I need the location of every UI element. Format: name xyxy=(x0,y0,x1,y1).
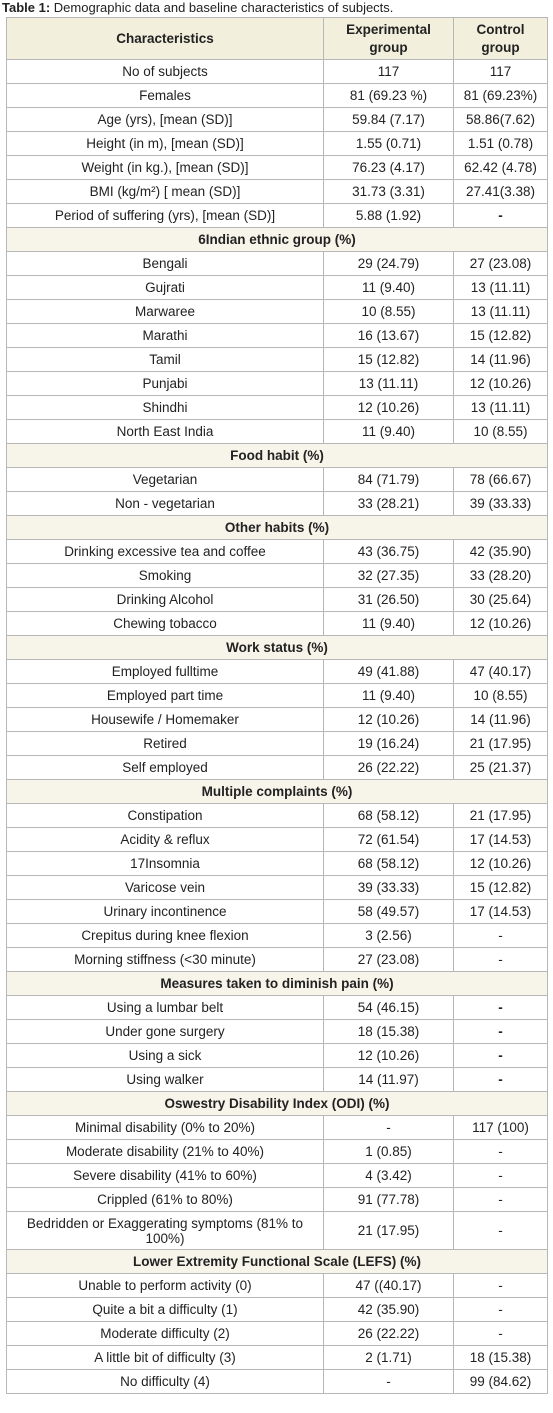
control-value-cell: 14 (11.96) xyxy=(454,348,548,372)
control-value-cell: 78 (66.67) xyxy=(454,468,548,492)
characteristic-cell: Self employed xyxy=(7,756,324,780)
table-row xyxy=(7,84,548,108)
characteristic-cell: Smoking xyxy=(7,564,324,588)
control-value-cell: - xyxy=(454,1212,548,1250)
section-title: Work status (%) xyxy=(7,636,548,660)
characteristic-cell: Weight (in kg.), [mean (SD)] xyxy=(7,156,324,180)
table-row xyxy=(7,804,548,828)
table-row xyxy=(7,1068,548,1092)
experimental-value-cell: 13 (11.11) xyxy=(324,372,454,396)
table-row xyxy=(7,684,548,708)
control-value-cell: - xyxy=(454,924,548,948)
characteristic-cell: Gujrati xyxy=(7,276,324,300)
control-value-cell: - xyxy=(454,1322,548,1346)
section-title: 6Indian ethnic group (%) xyxy=(7,228,548,252)
characteristic-cell: Chewing tobacco xyxy=(7,612,324,636)
table-row xyxy=(7,300,548,324)
caption-label: Table 1: xyxy=(2,0,51,15)
experimental-value-cell: 27 (23.08) xyxy=(324,948,454,972)
experimental-value-cell: 11 (9.40) xyxy=(324,276,454,300)
control-value-cell: 117 xyxy=(454,60,548,84)
experimental-value-cell: 2 (1.71) xyxy=(324,1346,454,1370)
table-row xyxy=(7,900,548,924)
characteristic-cell: 17Insomnia xyxy=(7,852,324,876)
control-value-cell: 21 (17.95) xyxy=(454,732,548,756)
characteristic-cell: Urinary incontinence xyxy=(7,900,324,924)
table-row xyxy=(7,1370,548,1394)
section-title: Lower Extremity Functional Scale (LEFS) (%) xyxy=(7,1250,548,1274)
characteristic-cell: Females xyxy=(7,84,324,108)
experimental-value-cell: 11 (9.40) xyxy=(324,612,454,636)
characteristic-cell: Vegetarian xyxy=(7,468,324,492)
control-value-cell: - xyxy=(454,1140,548,1164)
experimental-value-cell: 84 (71.79) xyxy=(324,468,454,492)
experimental-value-cell: 12 (10.26) xyxy=(324,1044,454,1068)
experimental-value-cell: 12 (10.26) xyxy=(324,396,454,420)
control-value-cell: 62.42 (4.78) xyxy=(454,156,548,180)
experimental-value-cell: 59.84 (7.17) xyxy=(324,108,454,132)
experimental-value-cell: 49 (41.88) xyxy=(324,660,454,684)
characteristic-cell: North East India xyxy=(7,420,324,444)
control-value-cell: 15 (12.82) xyxy=(454,876,548,900)
experimental-value-cell: - xyxy=(324,1370,454,1394)
experimental-value-cell: 47 ((40.17) xyxy=(324,1274,454,1298)
table-row xyxy=(7,1164,548,1188)
table-row xyxy=(7,588,548,612)
control-value-cell: 33 (28.20) xyxy=(454,564,548,588)
characteristic-cell: Period of suffering (yrs), [mean (SD)] xyxy=(7,204,324,228)
table-row xyxy=(7,612,548,636)
experimental-value-cell: 81 (69.23 %) xyxy=(324,84,454,108)
experimental-value-cell: 76.23 (4.17) xyxy=(324,156,454,180)
table-row xyxy=(7,540,548,564)
table-row xyxy=(7,1020,548,1044)
section-header-row xyxy=(7,516,548,540)
characteristic-cell: Using walker xyxy=(7,1068,324,1092)
table-row xyxy=(7,1188,548,1212)
characteristic-cell: Constipation xyxy=(7,804,324,828)
experimental-value-cell: 3 (2.56) xyxy=(324,924,454,948)
table-row xyxy=(7,1116,548,1140)
section-header-row xyxy=(7,444,548,468)
characteristic-cell: Punjabi xyxy=(7,372,324,396)
section-header-row xyxy=(7,1250,548,1274)
demographics-table xyxy=(6,17,548,1394)
experimental-value-cell: 33 (28.21) xyxy=(324,492,454,516)
table-body xyxy=(7,60,548,1394)
control-value-cell: 17 (14.53) xyxy=(454,828,548,852)
table-row xyxy=(7,348,548,372)
header-control-group: Control group xyxy=(454,18,548,60)
table-row xyxy=(7,1346,548,1370)
experimental-value-cell: 14 (11.97) xyxy=(324,1068,454,1092)
characteristic-cell: Crepitus during knee flexion xyxy=(7,924,324,948)
control-value-cell: 1.51 (0.78) xyxy=(454,132,548,156)
characteristic-cell: A little bit of difficulty (3) xyxy=(7,1346,324,1370)
control-value-cell: 10 (8.55) xyxy=(454,420,548,444)
control-value-cell: 12 (10.26) xyxy=(454,372,548,396)
control-value-cell: 27 (23.08) xyxy=(454,252,548,276)
control-value-cell: 12 (10.26) xyxy=(454,852,548,876)
characteristic-cell: Crippled (61% to 80%) xyxy=(7,1188,324,1212)
experimental-value-cell: 31.73 (3.31) xyxy=(324,180,454,204)
experimental-value-cell: 42 (35.90) xyxy=(324,1298,454,1322)
table-row xyxy=(7,276,548,300)
characteristic-cell: Height (in m), [mean (SD)] xyxy=(7,132,324,156)
table-row xyxy=(7,660,548,684)
table-row xyxy=(7,492,548,516)
experimental-value-cell: 117 xyxy=(324,60,454,84)
experimental-value-cell: 19 (16.24) xyxy=(324,732,454,756)
characteristic-cell: Non - vegetarian xyxy=(7,492,324,516)
control-value-cell: - xyxy=(454,204,548,228)
characteristic-cell: Morning stiffness (<30 minute) xyxy=(7,948,324,972)
section-title: Oswestry Disability Index (ODI) (%) xyxy=(7,1092,548,1116)
experimental-value-cell: 68 (58.12) xyxy=(324,852,454,876)
characteristic-cell: Under gone surgery xyxy=(7,1020,324,1044)
experimental-value-cell: 43 (36.75) xyxy=(324,540,454,564)
section-title: Food habit (%) xyxy=(7,444,548,468)
control-value-cell: 21 (17.95) xyxy=(454,804,548,828)
experimental-value-cell: 26 (22.22) xyxy=(324,756,454,780)
characteristic-cell: Moderate difficulty (2) xyxy=(7,1322,324,1346)
experimental-value-cell: 54 (46.15) xyxy=(324,996,454,1020)
control-value-cell: 81 (69.23%) xyxy=(454,84,548,108)
control-value-cell: - xyxy=(454,1274,548,1298)
characteristic-cell: Unable to perform activity (0) xyxy=(7,1274,324,1298)
characteristic-cell: Retired xyxy=(7,732,324,756)
table-row xyxy=(7,1298,548,1322)
table-row xyxy=(7,1212,548,1250)
caption-text: Demographic data and baseline characteristics of subjects. xyxy=(50,0,394,15)
experimental-value-cell: 18 (15.38) xyxy=(324,1020,454,1044)
experimental-value-cell: 21 (17.95) xyxy=(324,1212,454,1250)
control-value-cell: 17 (14.53) xyxy=(454,900,548,924)
characteristic-cell: Employed fulltime xyxy=(7,660,324,684)
table-row xyxy=(7,60,548,84)
characteristic-cell: Minimal disability (0% to 20%) xyxy=(7,1116,324,1140)
control-value-cell: 14 (11.96) xyxy=(454,708,548,732)
experimental-value-cell: 29 (24.79) xyxy=(324,252,454,276)
control-value-cell: 13 (11.11) xyxy=(454,396,548,420)
table-row xyxy=(7,252,548,276)
table-row xyxy=(7,924,548,948)
control-value-cell: 58.86(7.62) xyxy=(454,108,548,132)
control-value-cell: 10 (8.55) xyxy=(454,684,548,708)
table-row xyxy=(7,564,548,588)
characteristic-cell: No difficulty (4) xyxy=(7,1370,324,1394)
control-value-cell: 15 (12.82) xyxy=(454,324,548,348)
control-value-cell: 27.41(3.38) xyxy=(454,180,548,204)
experimental-value-cell: 31 (26.50) xyxy=(324,588,454,612)
experimental-value-cell: 5.88 (1.92) xyxy=(324,204,454,228)
characteristic-cell: Age (yrs), [mean (SD)] xyxy=(7,108,324,132)
characteristic-cell: Varicose vein xyxy=(7,876,324,900)
characteristic-cell: BMI (kg/m²) [ mean (SD)] xyxy=(7,180,324,204)
section-title: Multiple complaints (%) xyxy=(7,780,548,804)
control-value-cell: - xyxy=(454,1044,548,1068)
section-header-row xyxy=(7,636,548,660)
experimental-value-cell: 72 (61.54) xyxy=(324,828,454,852)
table-row xyxy=(7,1322,548,1346)
experimental-value-cell: 68 (58.12) xyxy=(324,804,454,828)
table-row xyxy=(7,1274,548,1298)
table-row xyxy=(7,372,548,396)
table-row xyxy=(7,708,548,732)
table-row xyxy=(7,852,548,876)
section-header-row xyxy=(7,972,548,996)
experimental-value-cell: 15 (12.82) xyxy=(324,348,454,372)
characteristic-cell: Drinking Alcohol xyxy=(7,588,324,612)
experimental-value-cell: 91 (77.78) xyxy=(324,1188,454,1212)
control-value-cell: 18 (15.38) xyxy=(454,1346,548,1370)
experimental-value-cell: 1 (0.85) xyxy=(324,1140,454,1164)
experimental-value-cell: - xyxy=(324,1116,454,1140)
characteristic-cell: Drinking excessive tea and coffee xyxy=(7,540,324,564)
table-header-row xyxy=(7,18,548,60)
characteristic-cell: Bedridden or Exaggerating symptoms (81% to 100%) xyxy=(7,1212,324,1250)
characteristic-cell: Housewife / Homemaker xyxy=(7,708,324,732)
table-row xyxy=(7,420,548,444)
control-value-cell: 117 (100) xyxy=(454,1116,548,1140)
table-row xyxy=(7,828,548,852)
table-row xyxy=(7,1044,548,1068)
experimental-value-cell: 11 (9.40) xyxy=(324,420,454,444)
experimental-value-cell: 12 (10.26) xyxy=(324,708,454,732)
control-value-cell: 25 (21.37) xyxy=(454,756,548,780)
characteristic-cell: Marwaree xyxy=(7,300,324,324)
header-characteristics: Characteristics xyxy=(7,18,324,60)
characteristic-cell: No of subjects xyxy=(7,60,324,84)
section-header-row xyxy=(7,780,548,804)
characteristic-cell: Using a lumbar belt xyxy=(7,996,324,1020)
control-value-cell: 99 (84.62) xyxy=(454,1370,548,1394)
table-caption xyxy=(0,0,553,17)
table-row xyxy=(7,108,548,132)
control-value-cell: - xyxy=(454,1164,548,1188)
control-value-cell: - xyxy=(454,1068,548,1092)
experimental-value-cell: 32 (27.35) xyxy=(324,564,454,588)
characteristic-cell: Quite a bit a difficulty (1) xyxy=(7,1298,324,1322)
table-row xyxy=(7,468,548,492)
experimental-value-cell: 58 (49.57) xyxy=(324,900,454,924)
table-row xyxy=(7,132,548,156)
experimental-value-cell: 10 (8.55) xyxy=(324,300,454,324)
characteristic-cell: Using a sick xyxy=(7,1044,324,1068)
section-header-row xyxy=(7,1092,548,1116)
characteristic-cell: Shindhi xyxy=(7,396,324,420)
experimental-value-cell: 4 (3.42) xyxy=(324,1164,454,1188)
control-value-cell: - xyxy=(454,1020,548,1044)
table-row xyxy=(7,948,548,972)
table-row xyxy=(7,156,548,180)
characteristic-cell: Employed part time xyxy=(7,684,324,708)
control-value-cell: 39 (33.33) xyxy=(454,492,548,516)
control-value-cell: 13 (11.11) xyxy=(454,300,548,324)
characteristic-cell: Bengali xyxy=(7,252,324,276)
characteristic-cell: Moderate disability (21% to 40%) xyxy=(7,1140,324,1164)
experimental-value-cell: 39 (33.33) xyxy=(324,876,454,900)
section-header-row xyxy=(7,228,548,252)
header-experimental-group: Experimental group xyxy=(324,18,454,60)
control-value-cell: 42 (35.90) xyxy=(454,540,548,564)
experimental-value-cell: 11 (9.40) xyxy=(324,684,454,708)
control-value-cell: - xyxy=(454,996,548,1020)
characteristic-cell: Marathi xyxy=(7,324,324,348)
characteristic-cell: Acidity & reflux xyxy=(7,828,324,852)
control-value-cell: 47 (40.17) xyxy=(454,660,548,684)
table-row xyxy=(7,180,548,204)
table-row xyxy=(7,756,548,780)
table-row xyxy=(7,996,548,1020)
experimental-value-cell: 16 (13.67) xyxy=(324,324,454,348)
section-title: Measures taken to diminish pain (%) xyxy=(7,972,548,996)
characteristic-cell: Tamil xyxy=(7,348,324,372)
table-row xyxy=(7,732,548,756)
control-value-cell: 13 (11.11) xyxy=(454,276,548,300)
table-row xyxy=(7,876,548,900)
table-row xyxy=(7,1140,548,1164)
control-value-cell: 30 (25.64) xyxy=(454,588,548,612)
control-value-cell: 12 (10.26) xyxy=(454,612,548,636)
table-row xyxy=(7,324,548,348)
control-value-cell: - xyxy=(454,1298,548,1322)
section-title: Other habits (%) xyxy=(7,516,548,540)
table-row xyxy=(7,396,548,420)
control-value-cell: - xyxy=(454,1188,548,1212)
characteristic-cell: Severe disability (41% to 60%) xyxy=(7,1164,324,1188)
control-value-cell: - xyxy=(454,948,548,972)
experimental-value-cell: 26 (22.22) xyxy=(324,1322,454,1346)
table-row xyxy=(7,204,548,228)
experimental-value-cell: 1.55 (0.71) xyxy=(324,132,454,156)
